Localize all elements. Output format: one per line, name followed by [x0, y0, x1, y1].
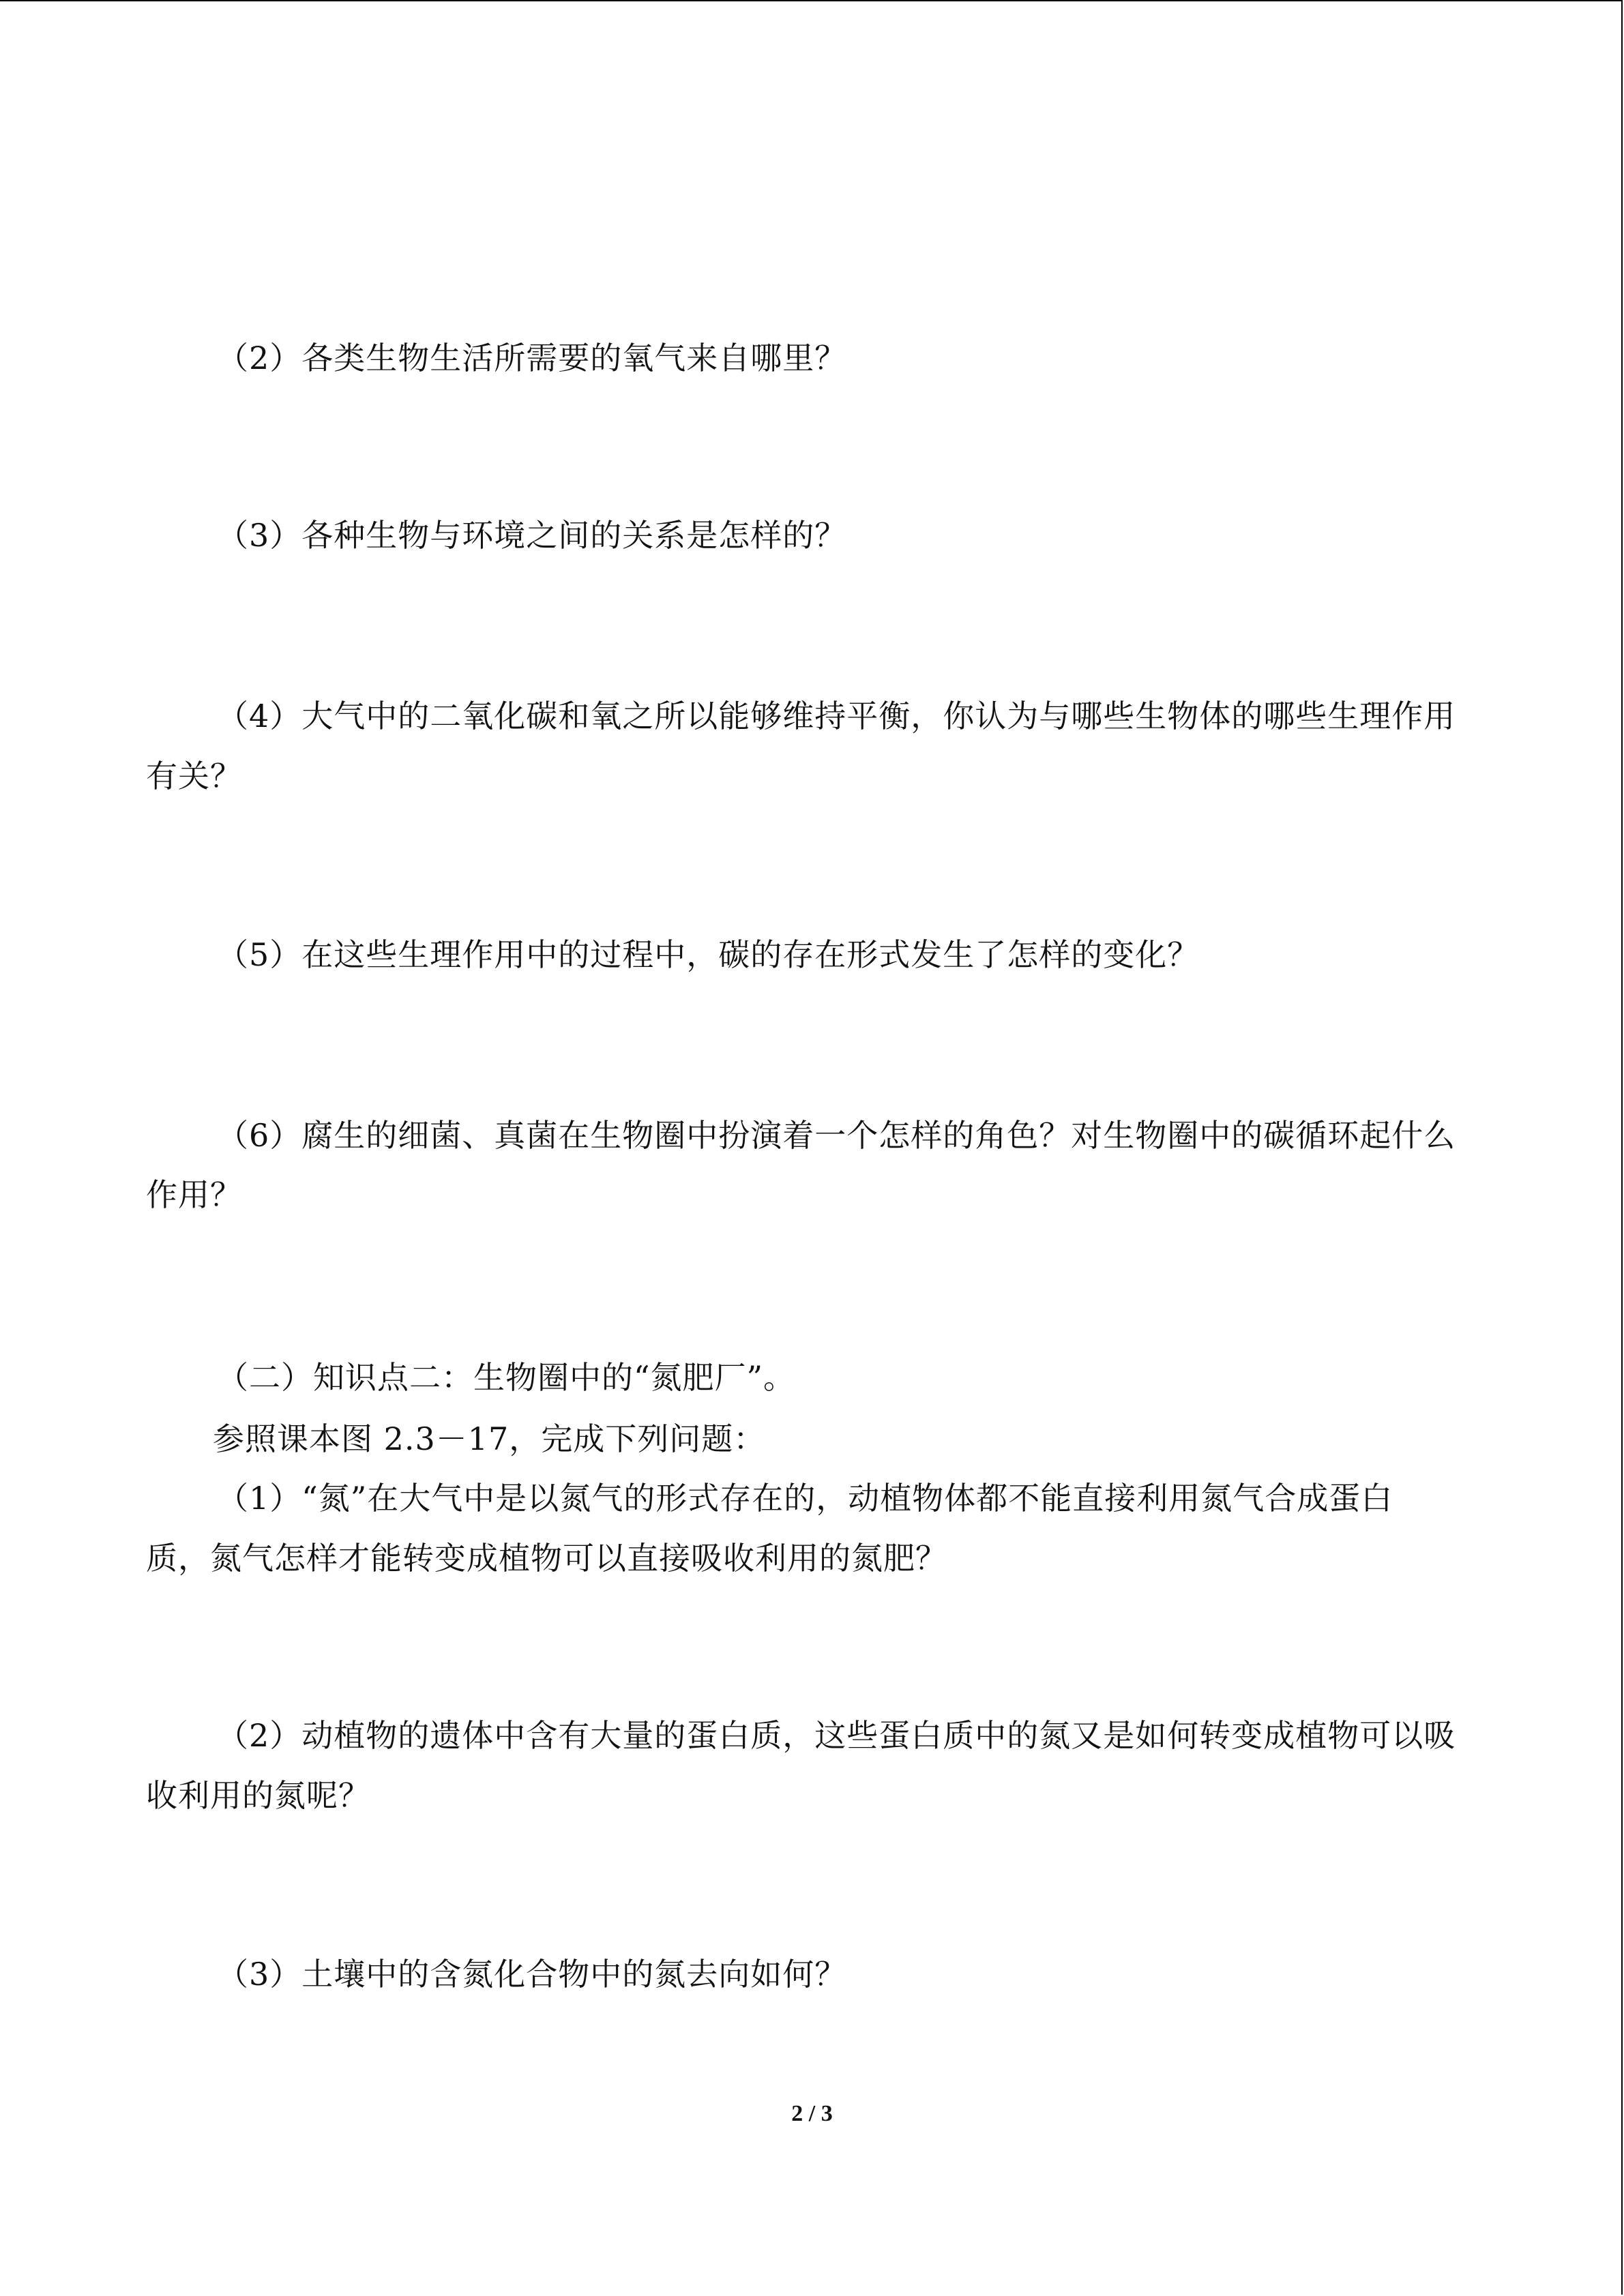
question-carbon-4-line1: （4）大气中的二氧化碳和氧之所以能够维持平衡，你认为与哪些生物体的哪些生理作用 [217, 698, 1456, 734]
page-number: 2 / 3 [791, 2101, 833, 2126]
question-carbon-6-line2: 作用？ [146, 1176, 242, 1213]
question-carbon-2: （2）各类生物生活所需要的氧气来自哪里？ [217, 340, 847, 376]
section-instruction: 参照课本图 2.3－17，完成下列问题： [213, 1420, 766, 1457]
section-heading-nitrogen: （二）知识点二：生物圈中的“氮肥厂”。 [217, 1359, 796, 1396]
question-nitrogen-1-line1: （1）“氮”在大气中是以氮气的形式存在的，动植物体都不能直接利用氮气合成蛋白 [217, 1480, 1393, 1517]
question-carbon-6-line1: （6）腐生的细菌、真菌在生物圈中扮演着一个怎样的角色？对生物圈中的碳循环起什么 [217, 1117, 1456, 1154]
question-carbon-5: （5）在这些生理作用中的过程中，碳的存在形式发生了怎样的变化？ [217, 936, 1200, 973]
question-carbon-4-line2: 有关？ [146, 758, 242, 794]
question-nitrogen-1-line2: 质，氮气怎样才能转变成植物可以直接吸收利用的氮肥？ [146, 1540, 947, 1577]
question-nitrogen-2-line2: 收利用的氮呢？ [146, 1777, 370, 1814]
question-carbon-3: （3）各种生物与环境之间的关系是怎样的？ [217, 517, 847, 554]
question-nitrogen-3: （3）土壤中的含氮化合物中的氮去向如何？ [217, 1956, 847, 1993]
question-nitrogen-2-line1: （2）动植物的遗体中含有大量的蛋白质，这些蛋白质中的氮又是如何转变成植物可以吸 [217, 1717, 1456, 1754]
